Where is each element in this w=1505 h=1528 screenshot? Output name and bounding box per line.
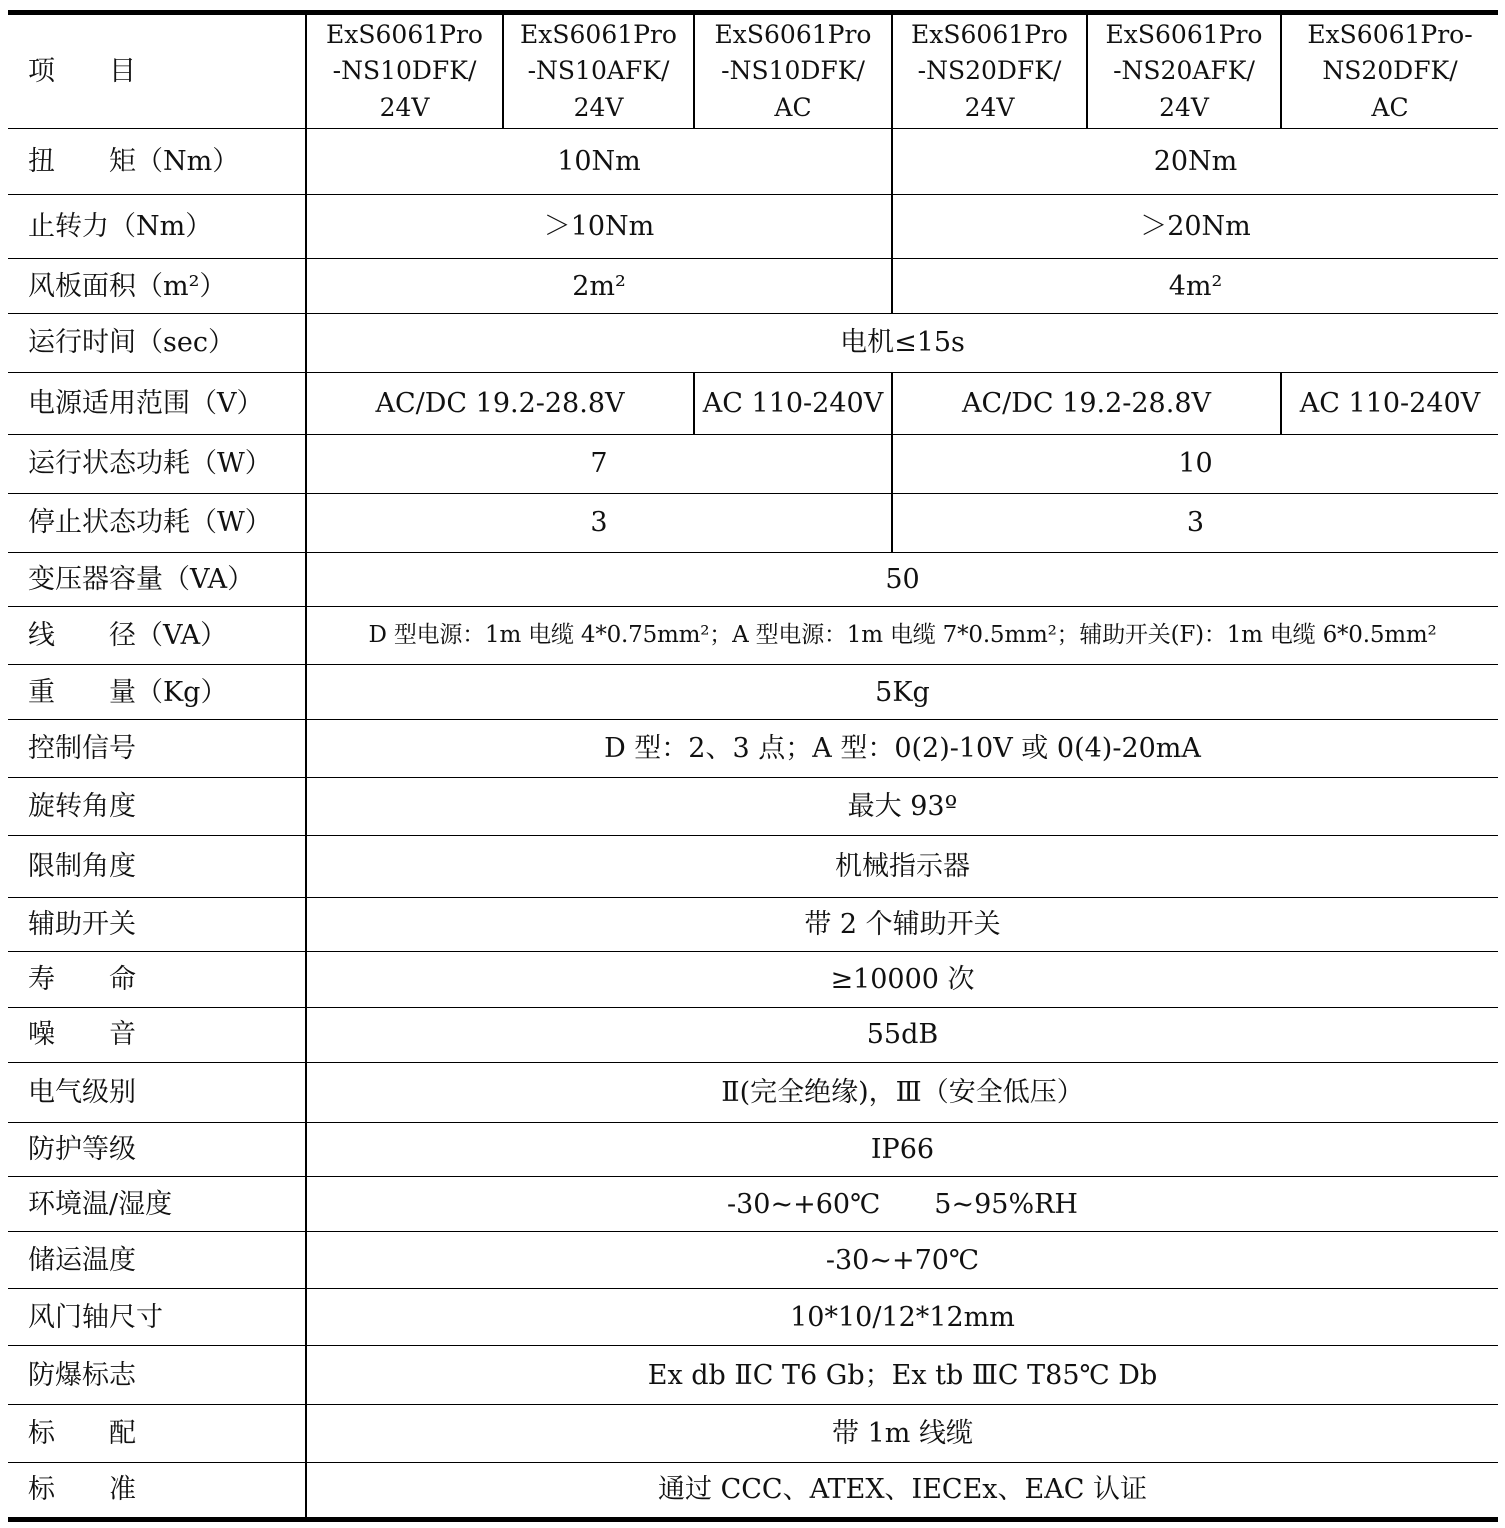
life-value: ≥10000 次 xyxy=(306,951,1498,1007)
protection-value: IP66 xyxy=(306,1123,1498,1177)
row-shaft xyxy=(8,1289,1498,1346)
row-elec-class xyxy=(8,1062,1498,1122)
row-area xyxy=(8,259,1498,314)
row-noise xyxy=(8,1007,1498,1062)
storage-value: -30~+70℃ xyxy=(306,1232,1498,1289)
row-label: 防爆标志 xyxy=(8,1346,306,1404)
spec-table xyxy=(8,10,1498,1522)
row-supply xyxy=(8,372,1498,434)
row-label: 标 准 xyxy=(8,1462,306,1519)
aux-value: 带 2 个辅助开关 xyxy=(306,897,1498,951)
weight-value: 5Kg xyxy=(306,665,1498,720)
torque-10-value: 10Nm xyxy=(306,129,892,195)
row-label: 停止状态功耗（W） xyxy=(8,493,306,552)
row-env xyxy=(8,1177,1498,1232)
model-header-1: ExS6061Pro -NS10DFK/ 24V xyxy=(306,13,503,129)
row-limit xyxy=(8,836,1498,897)
row-control xyxy=(8,720,1498,778)
supply-ac-20: AC 110-240V xyxy=(1281,372,1498,434)
row-storage xyxy=(8,1232,1498,1289)
stall-10-value: ＞10Nm xyxy=(306,195,892,259)
row-power-run xyxy=(8,434,1498,493)
row-wire xyxy=(8,606,1498,664)
model-header-5: ExS6061Pro -NS20AFK/ 24V xyxy=(1087,13,1281,129)
row-label: 运行状态功耗（W） xyxy=(8,434,306,493)
row-label: 运行时间（sec） xyxy=(8,314,306,372)
row-standard xyxy=(8,1462,1498,1519)
row-label: 防护等级 xyxy=(8,1123,306,1177)
row-protection xyxy=(8,1123,1498,1177)
power-run-10: 7 xyxy=(306,434,892,493)
supply-dc-20: AC/DC 19.2-28.8V xyxy=(892,372,1281,434)
transformer-value: 50 xyxy=(306,552,1498,606)
supply-ac-10: AC 110-240V xyxy=(694,372,892,434)
row-label: 风板面积（m²） xyxy=(8,259,306,314)
row-standard-kit xyxy=(8,1404,1498,1462)
row-label: 寿 命 xyxy=(8,951,306,1007)
row-label: 控制信号 xyxy=(8,720,306,778)
row-transformer xyxy=(8,552,1498,606)
header-label: 项 目 xyxy=(8,13,306,129)
row-label: 扭 矩（Nm） xyxy=(8,129,306,195)
row-rotation xyxy=(8,778,1498,836)
env-value: -30~+60℃ 5~95%RH xyxy=(306,1177,1498,1232)
row-label: 噪 音 xyxy=(8,1007,306,1062)
power-run-20: 10 xyxy=(892,434,1498,493)
model-header-4: ExS6061Pro -NS20DFK/ 24V xyxy=(892,13,1087,129)
row-label: 旋转角度 xyxy=(8,778,306,836)
row-label: 线 径（VA） xyxy=(8,606,306,664)
row-label: 电气级别 xyxy=(8,1062,306,1122)
control-value: D 型：2、3 点；A 型：0(2)-10V 或 0(4)-20mA xyxy=(306,720,1498,778)
row-life xyxy=(8,951,1498,1007)
row-label: 变压器容量（VA） xyxy=(8,552,306,606)
model-header-2: ExS6061Pro -NS10AFK/ 24V xyxy=(503,13,694,129)
row-label: 风门轴尺寸 xyxy=(8,1289,306,1346)
explosion-value: Ex db ⅡC T6 Gb；Ex tb ⅢC T85℃ Db xyxy=(306,1346,1498,1404)
standard-value: 通过 CCC、ATEX、IECEx、EAC 认证 xyxy=(306,1462,1498,1519)
elec-class-value: Ⅱ(完全绝缘)，Ⅲ（安全低压） xyxy=(306,1062,1498,1122)
row-torque xyxy=(8,129,1498,195)
row-label: 环境温/湿度 xyxy=(8,1177,306,1232)
rotation-value: 最大 93º xyxy=(306,778,1498,836)
area-20-value: 4m² xyxy=(892,259,1498,314)
row-label: 电源适用范围（V） xyxy=(8,372,306,434)
row-label: 重 量（Kg） xyxy=(8,665,306,720)
row-aux xyxy=(8,897,1498,951)
row-label: 限制角度 xyxy=(8,836,306,897)
stall-20-value: ＞20Nm xyxy=(892,195,1498,259)
model-header-6: ExS6061Pro- NS20DFK/ AC xyxy=(1281,13,1498,129)
row-label: 止转力（Nm） xyxy=(8,195,306,259)
standard-kit-value: 带 1m 线缆 xyxy=(306,1404,1498,1462)
row-explosion xyxy=(8,1346,1498,1404)
noise-value: 55dB xyxy=(306,1007,1498,1062)
runtime-value: 电机≤15s xyxy=(306,314,1498,372)
row-stall xyxy=(8,195,1498,259)
shaft-value: 10*10/12*12mm xyxy=(306,1289,1498,1346)
row-label: 储运温度 xyxy=(8,1232,306,1289)
row-power-stop xyxy=(8,493,1498,552)
power-stop-10: 3 xyxy=(306,493,892,552)
area-10-value: 2m² xyxy=(306,259,892,314)
row-label: 辅助开关 xyxy=(8,897,306,951)
model-header-3: ExS6061Pro -NS10DFK/ AC xyxy=(694,13,892,129)
power-stop-20: 3 xyxy=(892,493,1498,552)
header-row xyxy=(8,13,1498,129)
wire-value: D 型电源：1m 电缆 4*0.75mm²；A 型电源：1m 电缆 7*0.5mm²；辅助开关(F)：1m 电缆 6*0.5mm² xyxy=(306,606,1498,664)
row-label: 标 配 xyxy=(8,1404,306,1462)
row-runtime xyxy=(8,314,1498,372)
row-weight xyxy=(8,665,1498,720)
torque-20-value: 20Nm xyxy=(892,129,1498,195)
limit-value: 机械指示器 xyxy=(306,836,1498,897)
supply-dc-10: AC/DC 19.2-28.8V xyxy=(306,372,694,434)
